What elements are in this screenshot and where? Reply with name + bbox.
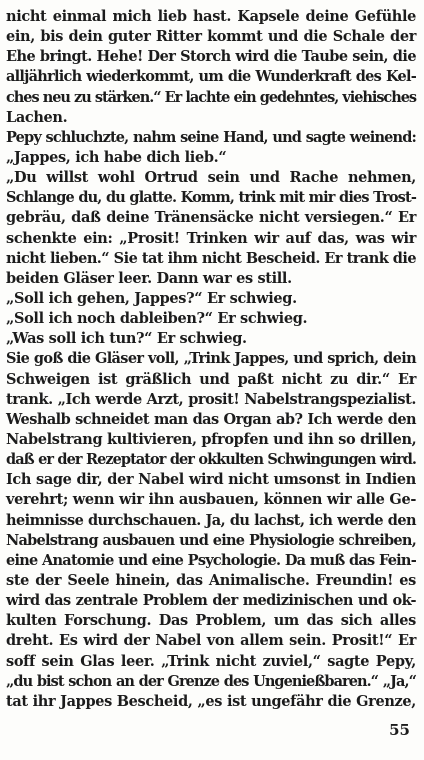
text-line: kulten Forschung. Das Problem, um das sich alles [6, 612, 416, 630]
text-line: verehrt; wenn wir ihn ausbauen, können wir alle Ge- [6, 491, 416, 509]
text-line: ein, bis dein guter Ritter kommt und die Schale der [6, 28, 416, 46]
text-line: eine Anatomie und eine Psychologie. Da muß das Fein- [6, 551, 416, 569]
text-line: Nabelstrang ausbauen und eine Physiologie schreiben, [6, 531, 416, 549]
text-line: heimnisse durchschauen. Ja, du lachst, ich werde den [6, 511, 416, 529]
text-line: „Soll ich noch dableiben?“ Er schwieg. [6, 310, 308, 328]
text-line: Lachen. [6, 108, 68, 126]
text-line: nicht lieben.“ Sie tat ihm nicht Bescheid. Er trank die [6, 249, 416, 267]
text-line: wird das zentrale Problem der medizinischen und ok- [6, 592, 416, 610]
text-line: Sie goß die Gläser voll, „Trink Jappes, und sprich, dein [6, 350, 416, 368]
text-line: ste der Seele hinein, das Animalische. Freundin! es [6, 571, 416, 589]
text-line: „Du willst wohl Ortrud sein und Rache nehmen, [6, 169, 416, 187]
text-line: alljährlich wiederkommt, um die Wunderkraft des Kel- [6, 68, 416, 86]
text-line: Ich sage dir, der Nabel wird nicht umsonst in Indien [6, 471, 416, 489]
text-line: Ehe bringt. Hehe! Der Storch wird die Taube sein, die [6, 48, 416, 66]
body-text [6, 7, 416, 712]
text-line: beiden Gläser leer. Dann war es still. [6, 269, 292, 287]
text-line: soff sein Glas leer. „Trink nicht zuviel,“ sagte Pepy, [6, 652, 416, 670]
text-line: tat ihr Jappes Bescheid, „es ist ungefähr die Grenze, [6, 692, 416, 710]
text-line: daß er der Rezeptator der okkulten Schwingungen wird. [6, 451, 416, 469]
text-line: „Was soll ich tun?“ Er schwieg. [6, 330, 247, 348]
text-line: Schweigen ist gräßlich und paßt nicht zu dir.“ Er [6, 370, 416, 388]
text-line: Pepy schluchzte, nahm seine Hand, und sagte weinend: [6, 128, 416, 146]
text-line: „du bist schon an der Grenze des Ungenießbaren.“ „Ja,“ [6, 672, 416, 690]
text-line: nicht einmal mich lieb hast. Kapsele deine Gefühle [6, 8, 416, 25]
text-line: gebräu, daß deine Tränensäcke nicht versiegen.“ Er [6, 209, 416, 227]
text-line: ches neu zu stärken.“ Er lachte ein gedehntes, viehisches [6, 88, 416, 106]
text-line: Weshalb schneidet man das Organ ab? Ich werde den [6, 410, 416, 428]
text-line: schenkte ein: „Prosit! Trinken wir auf das, was wir [6, 229, 416, 247]
text-line: Nabelstrang kultivieren, pfropfen und ihn so drillen, [6, 430, 417, 448]
text-line: dreht. Es wird der Nabel von allem sein. Prosit!“ Er [6, 632, 416, 650]
text-line: „Jappes, ich habe dich lieb.“ [6, 148, 227, 166]
page-number: 55 [389, 721, 410, 739]
text-line: „Soll ich gehen, Jappes?“ Er schwieg. [6, 289, 297, 307]
text-line: Schlange du, du glatte. Komm, trink mit mir dies Trost- [6, 189, 416, 207]
text-line: trank. „Ich werde Arzt, prosit! Nabelstrangspezialist. [6, 390, 416, 408]
